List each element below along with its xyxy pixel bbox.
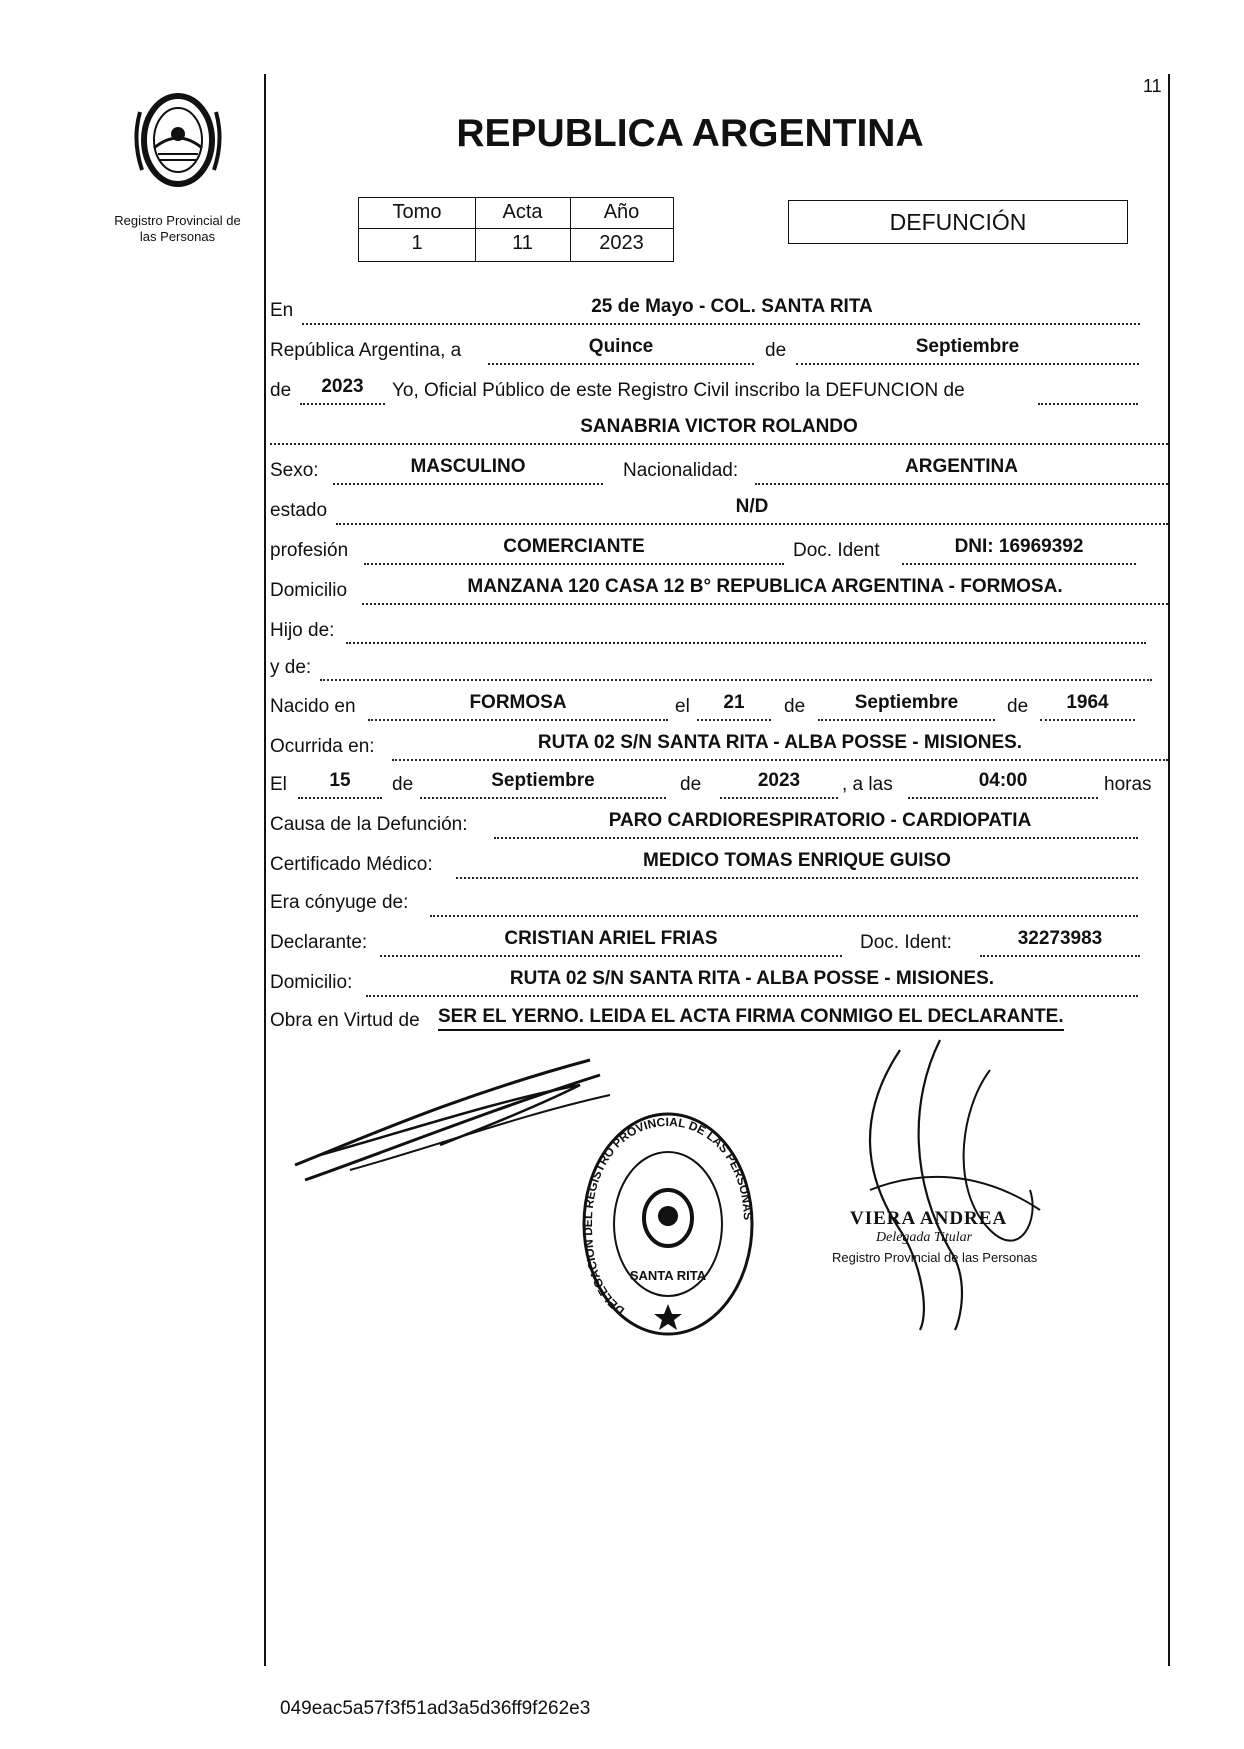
death-year: 2023 — [757, 770, 801, 791]
nacido-en-value: FORMOSA — [469, 692, 567, 713]
birth-de2-label: de — [1007, 696, 1029, 717]
el-label: el — [675, 696, 690, 717]
statement-text: Yo, Oficial Público de este Registro Civil inscribo la DEFUNCION de — [392, 380, 965, 401]
stamp-center-text: SANTA RITA — [629, 1268, 707, 1283]
record-table — [358, 197, 674, 262]
page-number: 11 — [1143, 76, 1162, 96]
tomo-header: Tomo — [392, 201, 442, 223]
day-word: Quince — [588, 336, 654, 357]
document-title: REPUBLICA ARGENTINA — [456, 112, 924, 155]
provincial-seal-logo — [118, 82, 238, 194]
declarante-label: Declarante: — [270, 932, 368, 953]
decl-domicilio-label: Domicilio: — [270, 972, 353, 993]
decl-domicilio-value: RUTA 02 S/N SANTA RITA - ALBA POSSE - MISIONES. — [509, 968, 995, 989]
y-de-label: y de: — [270, 657, 312, 678]
doc-ident-label: Doc. Ident — [793, 540, 880, 561]
record-type-box: DEFUNCIÓN — [788, 200, 1128, 244]
year-prefix-label: de — [270, 380, 292, 401]
death-month: Septiembre — [491, 770, 595, 791]
death-time: 04:00 — [978, 770, 1028, 791]
en-value: 25 de Mayo - COL. SANTA RITA — [591, 296, 873, 317]
profesion-label: profesión — [270, 540, 349, 561]
logo-caption-line2: las Personas — [139, 229, 216, 244]
en-label: En — [270, 300, 294, 321]
a-las-label: , a las — [842, 774, 893, 795]
officer-stamp-role: Delegada Titular — [876, 1230, 973, 1245]
certificado-value: MEDICO TOMAS ENRIQUE GUISO — [643, 850, 951, 871]
causa-value: PARO CARDIORESPIRATORIO - CARDIOPATIA — [608, 810, 1032, 831]
deceased-name: SANABRIA VICTOR ROLANDO — [580, 416, 858, 437]
decl-doc-label: Doc. Ident: — [860, 932, 952, 953]
estado-label: estado — [270, 500, 328, 521]
obra-label: Obra en Virtud de — [270, 1010, 420, 1031]
officer-stamp-name: VIERA ANDREA — [850, 1208, 1008, 1229]
hijo-de-label: Hijo de: — [270, 620, 335, 641]
logo-caption-line1: Registro Provincial de — [114, 213, 241, 228]
death-el-label: El — [270, 774, 287, 795]
domicilio-value: MANZANA 120 CASA 12 B° REPUBLICA ARGENTINA - FORMOSA. — [467, 576, 1063, 597]
birth-day: 21 — [723, 692, 745, 713]
ano-header: Año — [603, 201, 640, 223]
sexo-value: MASCULINO — [410, 456, 526, 477]
month-value: Septiembre — [915, 336, 1020, 357]
decl-doc-value: 32273983 — [1017, 928, 1103, 949]
declarante-value: CRISTIAN ARIEL FRIAS — [504, 928, 718, 949]
acta-value: 11 — [512, 232, 533, 254]
acta-header: Acta — [502, 201, 543, 223]
ano-value: 2023 — [599, 232, 644, 254]
right-margin-line — [1168, 74, 1170, 1666]
tomo-value: 1 — [411, 232, 423, 254]
de-label: de — [765, 340, 787, 361]
officer-signature — [840, 1030, 1060, 1350]
document-hash: 049eac5a57f3f51ad3a5d36ff9f262e3 — [280, 1698, 591, 1719]
death-day: 15 — [329, 770, 351, 791]
doc-ident-value: DNI: 16969392 — [954, 536, 1084, 557]
nacido-en-label: Nacido en — [270, 696, 356, 717]
horas-label: horas — [1104, 774, 1152, 795]
stamp-ring-text: DELEGACION DEL REGISTRO PROVINCIAL DE LAS PERSONAS — [580, 1114, 755, 1318]
birth-month: Septiembre — [854, 692, 959, 713]
death-de2-label: de — [680, 774, 702, 795]
sexo-label: Sexo: — [270, 460, 319, 481]
obra-value: SER EL YERNO. LEIDA EL ACTA FIRMA CONMIGO EL DECLARANTE. — [438, 1006, 1064, 1031]
birth-de-label: de — [784, 696, 806, 717]
conyuge-label: Era cónyuge de: — [270, 892, 409, 913]
nacionalidad-value: ARGENTINA — [905, 456, 1018, 477]
certificado-label: Certificado Médico: — [270, 854, 433, 875]
republica-label: República Argentina, a — [270, 340, 462, 361]
nacionalidad-label: Nacionalidad: — [623, 460, 739, 481]
causa-label: Causa de la Defunción: — [270, 814, 468, 835]
declarant-signature — [290, 1055, 620, 1185]
domicilio-label: Domicilio — [270, 580, 348, 601]
officer-stamp-office: Registro Provincial de las Personas — [832, 1250, 1038, 1265]
birth-year: 1964 — [1066, 692, 1109, 713]
ocurrida-value: RUTA 02 S/N SANTA RITA - ALBA POSSE - MISIONES. — [537, 732, 1023, 753]
left-margin-line — [264, 74, 266, 1666]
estado-value: N/D — [735, 496, 769, 517]
year-value: 2023 — [321, 376, 364, 397]
death-de-label: de — [392, 774, 414, 795]
profesion-value: COMERCIANTE — [503, 536, 645, 557]
ocurrida-label: Ocurrida en: — [270, 736, 375, 757]
registry-official-stamp — [578, 1108, 758, 1340]
